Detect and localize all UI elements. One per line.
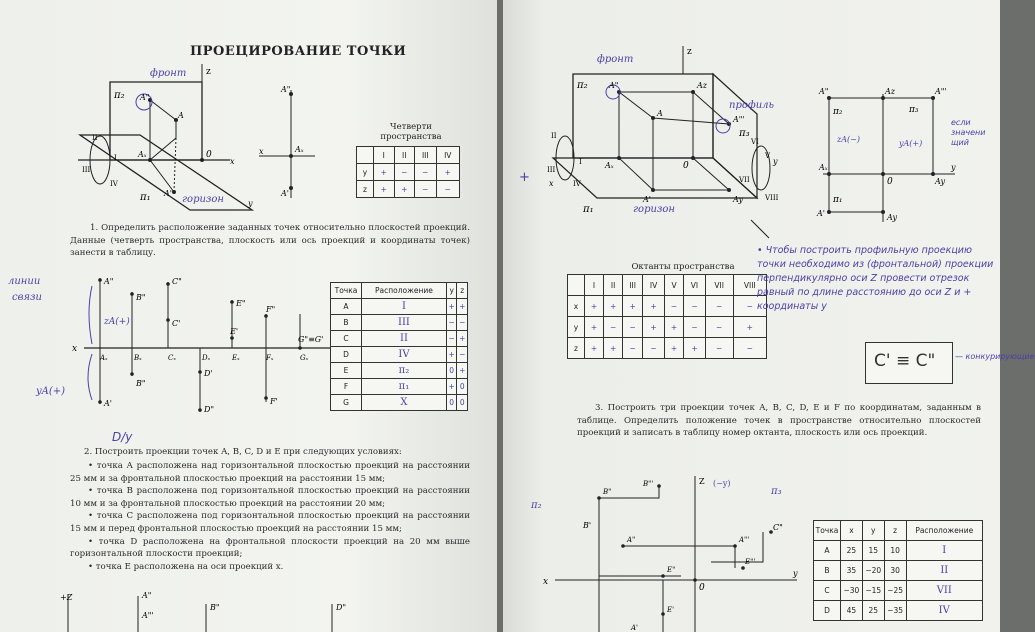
table-cell: + bbox=[664, 317, 683, 338]
formula-text: C' ≡ C" bbox=[874, 351, 936, 371]
table-cell: + bbox=[446, 299, 457, 315]
tv-az: Az bbox=[885, 87, 895, 96]
pi1-label: π₁ bbox=[140, 192, 151, 203]
handwritten-horizon: горизон bbox=[182, 194, 224, 205]
t3-zneg: (−y) bbox=[713, 479, 731, 488]
origin-label: 0 bbox=[206, 150, 212, 160]
table-cell: − bbox=[436, 181, 459, 198]
t3-e3: E"' bbox=[745, 558, 756, 566]
y-axis-label: y bbox=[248, 199, 253, 208]
table-cell: I bbox=[362, 299, 447, 315]
table-row bbox=[568, 338, 767, 359]
t3-a1: A' bbox=[631, 624, 638, 632]
tv-a1: A' bbox=[817, 209, 825, 218]
handwritten-links-2: связи bbox=[12, 292, 42, 303]
task2-list bbox=[70, 460, 470, 573]
table-cell: −15 bbox=[862, 581, 884, 601]
sketch-a2: A" bbox=[142, 591, 152, 600]
table-cell: − bbox=[733, 338, 767, 359]
table-cell: − bbox=[705, 338, 733, 359]
task2-intro: 2. Построить проекции точек A, B, C, D и E при следующих условиях: bbox=[84, 447, 402, 457]
task2-item: • точка A расположена над горизонтальной плоскостью проекций на расстоянии 25 мм и за фронтальной плоскостью проекций на расстоянии 15 мм; bbox=[70, 461, 470, 484]
table-row bbox=[814, 541, 983, 561]
octant-vii: VII bbox=[739, 176, 750, 184]
octant-v: V bbox=[765, 152, 771, 160]
table-cell: + bbox=[643, 296, 665, 317]
handwritten-horizon: горизон bbox=[633, 204, 675, 215]
pi1-label: π₁ bbox=[583, 204, 594, 215]
sketch-d2: D" bbox=[336, 603, 347, 612]
octant-ii: II bbox=[551, 132, 557, 140]
a-label: A bbox=[657, 109, 663, 118]
table-cell: II bbox=[362, 331, 447, 347]
table-header: II bbox=[394, 147, 415, 164]
table-cell: + bbox=[457, 299, 468, 315]
a1-label: A' bbox=[643, 195, 651, 204]
table-row bbox=[331, 395, 468, 411]
t3-origin: 0 bbox=[699, 583, 705, 593]
table-cell: C bbox=[814, 581, 841, 601]
handwritten-plus: + bbox=[519, 170, 530, 185]
quarters-3d-diagram bbox=[70, 60, 270, 220]
quarter-ii-label: II bbox=[92, 134, 98, 142]
task2-sketch bbox=[60, 588, 360, 632]
tv-ay2: Ay bbox=[887, 213, 897, 222]
z-label: z bbox=[687, 47, 692, 57]
table-cell: 30 bbox=[884, 561, 906, 581]
quarter-i-label: I bbox=[114, 154, 117, 162]
table-cell: y bbox=[568, 317, 585, 338]
table-cell: D bbox=[814, 601, 841, 621]
task1-text: 1. Определить расположение заданных точек относительно плоскостей проекций. Данные (четверть пространства, плоскость или ось проекций и координаты точек) занести в таблицу. bbox=[70, 223, 470, 259]
ax-label: Aₓ bbox=[138, 150, 147, 159]
table-cell: π₂ bbox=[362, 363, 447, 379]
table-header: IV bbox=[436, 147, 459, 164]
left-page bbox=[0, 0, 497, 632]
f1-point: F' bbox=[270, 397, 278, 406]
task2-item: • точка B расположена под горизонтальной плоскостью проекций на расстоянии 10 мм и за фронтальной плоскостью проекций на расстоянии 20 мм; bbox=[70, 486, 470, 509]
table-row bbox=[814, 561, 983, 581]
octant-iv: IV bbox=[573, 180, 581, 188]
table-header: III bbox=[415, 147, 436, 164]
table-cell: − bbox=[664, 296, 683, 317]
quarter-iv-label: IV bbox=[110, 180, 118, 188]
points-table bbox=[330, 282, 468, 411]
table-row bbox=[568, 296, 767, 317]
table-header: Точка bbox=[814, 521, 841, 541]
az-label: Az bbox=[697, 81, 707, 90]
epure-diagram bbox=[255, 80, 320, 200]
handwritten-front: фронт bbox=[597, 54, 634, 65]
table-cell: + bbox=[684, 338, 706, 359]
ya-handwritten: yA(+) bbox=[36, 386, 66, 397]
table-cell: 0 bbox=[446, 395, 457, 411]
task2-item: • точка D расположена на фронтальной плоскости проекций на 20 мм выше горизонтальной плоскости проекций; bbox=[70, 536, 470, 560]
table-cell: X bbox=[362, 395, 447, 411]
d2-point: D" bbox=[204, 405, 215, 414]
table-header: VI bbox=[684, 275, 706, 296]
table-cell: + bbox=[394, 181, 415, 198]
table-header: z bbox=[457, 283, 468, 299]
pi2-label: π₂ bbox=[114, 90, 125, 101]
fx-point: Fₓ bbox=[266, 354, 274, 362]
handwritten-dy: D/y bbox=[112, 430, 133, 444]
table-cell: + bbox=[643, 317, 665, 338]
tv-y: y bbox=[951, 163, 956, 172]
table-header: II bbox=[604, 275, 623, 296]
epure-x-label: x bbox=[259, 147, 264, 156]
z-label: z bbox=[206, 67, 211, 77]
b2-point: B" bbox=[136, 293, 146, 302]
t3-x: x bbox=[543, 577, 549, 587]
table-cell: 25 bbox=[862, 601, 884, 621]
tv-za: zA(−) bbox=[837, 135, 860, 144]
table-cell: IV bbox=[906, 601, 982, 621]
table-cell: − bbox=[446, 315, 457, 331]
table-cell: −30 bbox=[841, 581, 863, 601]
a-label: A bbox=[178, 111, 184, 120]
table-header: Расположение bbox=[906, 521, 982, 541]
octant-iii: III bbox=[547, 166, 556, 174]
table-header: I bbox=[585, 275, 604, 296]
table-cell: + bbox=[585, 317, 604, 338]
three-view-epure bbox=[803, 84, 963, 224]
a2-point: A" bbox=[104, 277, 114, 286]
table-cell: 25 bbox=[841, 541, 863, 561]
t3-pi2: π₂ bbox=[531, 500, 542, 511]
formula-box bbox=[865, 342, 953, 384]
table-cell: II bbox=[906, 561, 982, 581]
table-header bbox=[357, 147, 374, 164]
table-cell: 10 bbox=[884, 541, 906, 561]
table-cell: IV bbox=[362, 347, 447, 363]
table-cell: − bbox=[415, 181, 436, 198]
table-cell: y bbox=[357, 164, 374, 181]
bx-point: Bₓ bbox=[134, 354, 142, 362]
points-epure-diagram bbox=[0, 262, 340, 422]
task3-text: 3. Построить три проекции точек A, B, C, D, E и F по координатам, заданным в таблице. Определить положение точек в пространстве относительно плоскостей проекций и записать в таблицу номер октанта, плоскость или ось проекций. bbox=[577, 403, 981, 439]
table-row bbox=[568, 317, 767, 338]
e1-point: E' bbox=[230, 327, 239, 336]
table-cell: B bbox=[814, 561, 841, 581]
table-row bbox=[331, 331, 468, 347]
a2-label: A" bbox=[140, 93, 150, 102]
a1-point: A' bbox=[104, 399, 112, 408]
sketch-b2: B" bbox=[210, 603, 220, 612]
table-cell: + bbox=[623, 296, 643, 317]
table-cell: + bbox=[374, 164, 395, 181]
sketch-a3: A"' bbox=[142, 611, 154, 620]
table-cell: A bbox=[331, 299, 362, 315]
table-row bbox=[357, 164, 460, 181]
table-cell: π₁ bbox=[362, 379, 447, 395]
handwritten-note: • Чтобы построить профильную проекцию точки необходимо из (фронтальной) проекции перпендикулярно оси Z провести отрезок равный по длине расстоянию до оси Z и + координаты y bbox=[757, 245, 994, 312]
table-header bbox=[568, 275, 585, 296]
table-cell: −25 bbox=[884, 581, 906, 601]
table-cell: − bbox=[643, 338, 665, 359]
table-header: Расположение bbox=[362, 283, 447, 299]
x-label: x bbox=[72, 344, 78, 354]
table-cell: − bbox=[733, 296, 767, 317]
tv-ay: Ay bbox=[935, 177, 945, 186]
table-cell: − bbox=[394, 164, 415, 181]
page-title: ПРОЕЦИРОВАНИЕ ТОЧКИ bbox=[190, 44, 407, 59]
pi2-label: π₂ bbox=[577, 80, 588, 91]
t3-b3: B"' bbox=[643, 480, 654, 488]
table-header: VII bbox=[705, 275, 733, 296]
sketch-z: +Z bbox=[60, 593, 73, 602]
quarters-table bbox=[356, 146, 460, 198]
table-cell: −35 bbox=[884, 601, 906, 621]
f2-point: F" bbox=[266, 305, 276, 314]
table-cell: + bbox=[457, 363, 468, 379]
t3-c: C" bbox=[773, 523, 783, 532]
task3-sketch bbox=[503, 472, 813, 632]
t3-b1: B' bbox=[583, 521, 592, 530]
table-cell: + bbox=[585, 338, 604, 359]
table-header: IV bbox=[643, 275, 665, 296]
table-cell: B bbox=[331, 315, 362, 331]
table-cell: E bbox=[331, 363, 362, 379]
table-cell: 15 bbox=[862, 541, 884, 561]
table-cell: 0 bbox=[457, 379, 468, 395]
table-row bbox=[331, 299, 468, 315]
table-row bbox=[814, 581, 983, 601]
ax-point: Aₓ bbox=[100, 354, 108, 362]
tv-a2: A" bbox=[819, 87, 829, 96]
x-axis-label: x bbox=[230, 157, 235, 166]
table-header: V bbox=[664, 275, 683, 296]
table-header: Точка bbox=[331, 283, 362, 299]
octants-3d-diagram bbox=[543, 40, 783, 240]
x-label: x bbox=[549, 179, 554, 188]
table-cell: + bbox=[457, 331, 468, 347]
table-cell: + bbox=[374, 181, 395, 198]
table-cell: + bbox=[446, 347, 457, 363]
handwritten-profile: профиль bbox=[729, 100, 774, 111]
table-cell: + bbox=[664, 338, 683, 359]
cx-point: Cₓ bbox=[168, 354, 176, 362]
table-cell: − bbox=[705, 317, 733, 338]
table-cell: + bbox=[446, 379, 457, 395]
g-point: G"≡G' bbox=[298, 335, 324, 344]
table-cell: x bbox=[568, 296, 585, 317]
right-page bbox=[503, 0, 1035, 632]
octants-caption: Октанты пространства bbox=[631, 262, 735, 272]
a1-label: A' bbox=[164, 189, 172, 198]
gx-point: Gₓ bbox=[300, 354, 309, 362]
handwritten-side-note: если значени щий bbox=[951, 118, 986, 147]
d1-point: D' bbox=[204, 369, 213, 378]
table-cell: III bbox=[362, 315, 447, 331]
table-cell: − bbox=[623, 338, 643, 359]
table-cell: − bbox=[457, 347, 468, 363]
dx-point: Dₓ bbox=[202, 354, 211, 362]
ay-label: Ay bbox=[733, 195, 743, 204]
coordinates-table bbox=[813, 520, 983, 621]
table-cell: − bbox=[415, 164, 436, 181]
table-cell: VII bbox=[906, 581, 982, 601]
quarters-caption: Четверти пространства bbox=[380, 122, 442, 142]
t3-y: y bbox=[793, 569, 798, 578]
table-row bbox=[331, 379, 468, 395]
table-row bbox=[331, 363, 468, 379]
tv-ax: Aₓ bbox=[819, 163, 828, 172]
b1-point: B" bbox=[136, 379, 146, 388]
table-cell: + bbox=[585, 296, 604, 317]
table-cell: + bbox=[436, 164, 459, 181]
table-header: III bbox=[623, 275, 643, 296]
task2-item: • точка C расположена под горизонтальной плоскостью проекций на расстоянии 15 мм и перед фронтальной плоскостью проекций на расстоянии 15 мм; bbox=[70, 511, 470, 534]
table-header: VIII bbox=[733, 275, 767, 296]
quarter-iii-label: III bbox=[82, 166, 91, 174]
table-cell: + bbox=[604, 338, 623, 359]
table-cell: + bbox=[604, 296, 623, 317]
t3-pi3: π₃ bbox=[771, 486, 782, 497]
t3-e1: E' bbox=[667, 606, 675, 614]
table-cell: 0 bbox=[457, 395, 468, 411]
table-cell: − bbox=[684, 296, 706, 317]
table-cell: − bbox=[684, 317, 706, 338]
tv-ya: yA(+) bbox=[899, 139, 923, 148]
table-cell: − bbox=[623, 317, 643, 338]
tv-pi2: π₂ bbox=[833, 107, 843, 117]
table-cell: 0 bbox=[446, 363, 457, 379]
octant-i: I bbox=[579, 158, 582, 166]
table-cell: − bbox=[457, 315, 468, 331]
octants-table bbox=[567, 274, 767, 359]
table-header: x bbox=[841, 521, 863, 541]
table-header: z bbox=[884, 521, 906, 541]
handwritten-front: фронт bbox=[150, 68, 187, 79]
table-cell: −20 bbox=[862, 561, 884, 581]
table-cell: z bbox=[568, 338, 585, 359]
e2-point: E" bbox=[236, 299, 246, 308]
formula-tail: — конкурирующие bbox=[955, 352, 1035, 361]
table-header: y bbox=[862, 521, 884, 541]
table-header: I bbox=[374, 147, 395, 164]
a3-label: A"' bbox=[733, 115, 745, 124]
handwritten-links-1: линии bbox=[8, 276, 41, 287]
epure-ax-label: Aₓ bbox=[295, 145, 304, 154]
t3-e2: E" bbox=[667, 566, 676, 574]
table-cell: I bbox=[906, 541, 982, 561]
c2-point: C" bbox=[172, 277, 182, 286]
epure-a2-label: A" bbox=[281, 85, 291, 94]
t3-b2: B" bbox=[603, 488, 612, 496]
table-cell: F bbox=[331, 379, 362, 395]
octant-vi: VI bbox=[751, 138, 759, 146]
octant-viii: VIII bbox=[765, 194, 779, 202]
table-cell: − bbox=[446, 331, 457, 347]
y-label-1: y bbox=[773, 157, 778, 166]
table-cell: 35 bbox=[841, 561, 863, 581]
table-cell: − bbox=[705, 296, 733, 317]
table-cell: C bbox=[331, 331, 362, 347]
table-cell: − bbox=[604, 317, 623, 338]
table-row bbox=[357, 181, 460, 198]
tv-a3: A"' bbox=[935, 87, 947, 96]
table-cell: z bbox=[357, 181, 374, 198]
table-cell: G bbox=[331, 395, 362, 411]
epure-a1-label: A' bbox=[281, 189, 289, 198]
table-cell: + bbox=[733, 317, 767, 338]
pi3-label: π₃ bbox=[739, 128, 750, 139]
table-cell: 45 bbox=[841, 601, 863, 621]
ax-label: Aₓ bbox=[605, 161, 614, 170]
task2-item: • точка E расположена на оси проекций x. bbox=[88, 561, 284, 572]
table-row bbox=[331, 315, 468, 331]
tv-pi1: π₁ bbox=[833, 195, 843, 205]
a2-label: A" bbox=[609, 81, 619, 90]
za-handwritten: zA(+) bbox=[104, 317, 130, 327]
table-row bbox=[814, 601, 983, 621]
table-row bbox=[331, 347, 468, 363]
tv-origin: 0 bbox=[887, 177, 893, 187]
t3-a3: A"' bbox=[739, 536, 750, 544]
t3-z: Z bbox=[699, 477, 705, 486]
table-cell: D bbox=[331, 347, 362, 363]
tv-pi3: π₃ bbox=[909, 105, 919, 115]
table-cell: A bbox=[814, 541, 841, 561]
t3-a2: A" bbox=[627, 536, 636, 544]
c1-point: C' bbox=[172, 319, 181, 328]
ex-point: Eₓ bbox=[232, 354, 240, 362]
origin-label: 0 bbox=[683, 161, 689, 171]
table-header: y bbox=[446, 283, 457, 299]
